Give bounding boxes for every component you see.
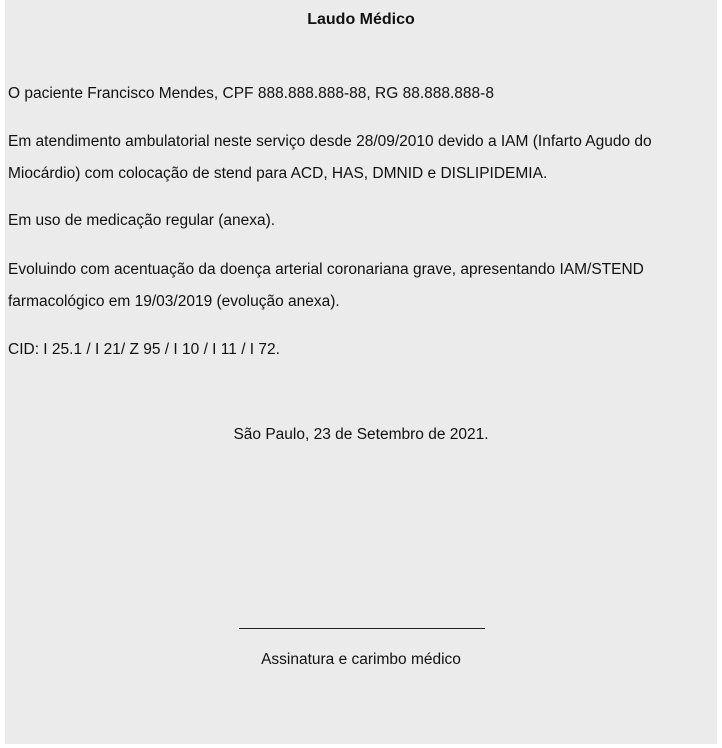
- document-page: [5, 0, 717, 744]
- signature-label: Assinatura e carimbo médico: [261, 651, 461, 668]
- signature-line: [239, 628, 485, 629]
- date-line: São Paulo, 23 de Setembro de 2021.: [233, 426, 489, 443]
- cid-codes: CID: I 25.1 / I 21/ Z 95 / I 10 / I 11 / I 72.: [8, 341, 280, 358]
- clinical-evolution: Evoluindo com acentuação da doença arterial coronariana grave, apresentando IAM/STEND farmacológico em 19/03/2019 (evolução anexa).: [8, 261, 644, 310]
- patient-identification: O paciente Francisco Mendes, CPF 888.888.888-88, RG 88.888.888-8: [8, 85, 494, 102]
- clinical-history: Em atendimento ambulatorial neste serviço desde 28/09/2010 devido a IAM (Infarto Agudo do Miocárdio) com colocação de stend para ACD, HAS, DMNID e DISLIPIDEMIA.: [8, 133, 652, 182]
- medication-note: Em uso de medicação regular (anexa).: [8, 212, 276, 229]
- document-title: Laudo Médico: [307, 11, 415, 28]
